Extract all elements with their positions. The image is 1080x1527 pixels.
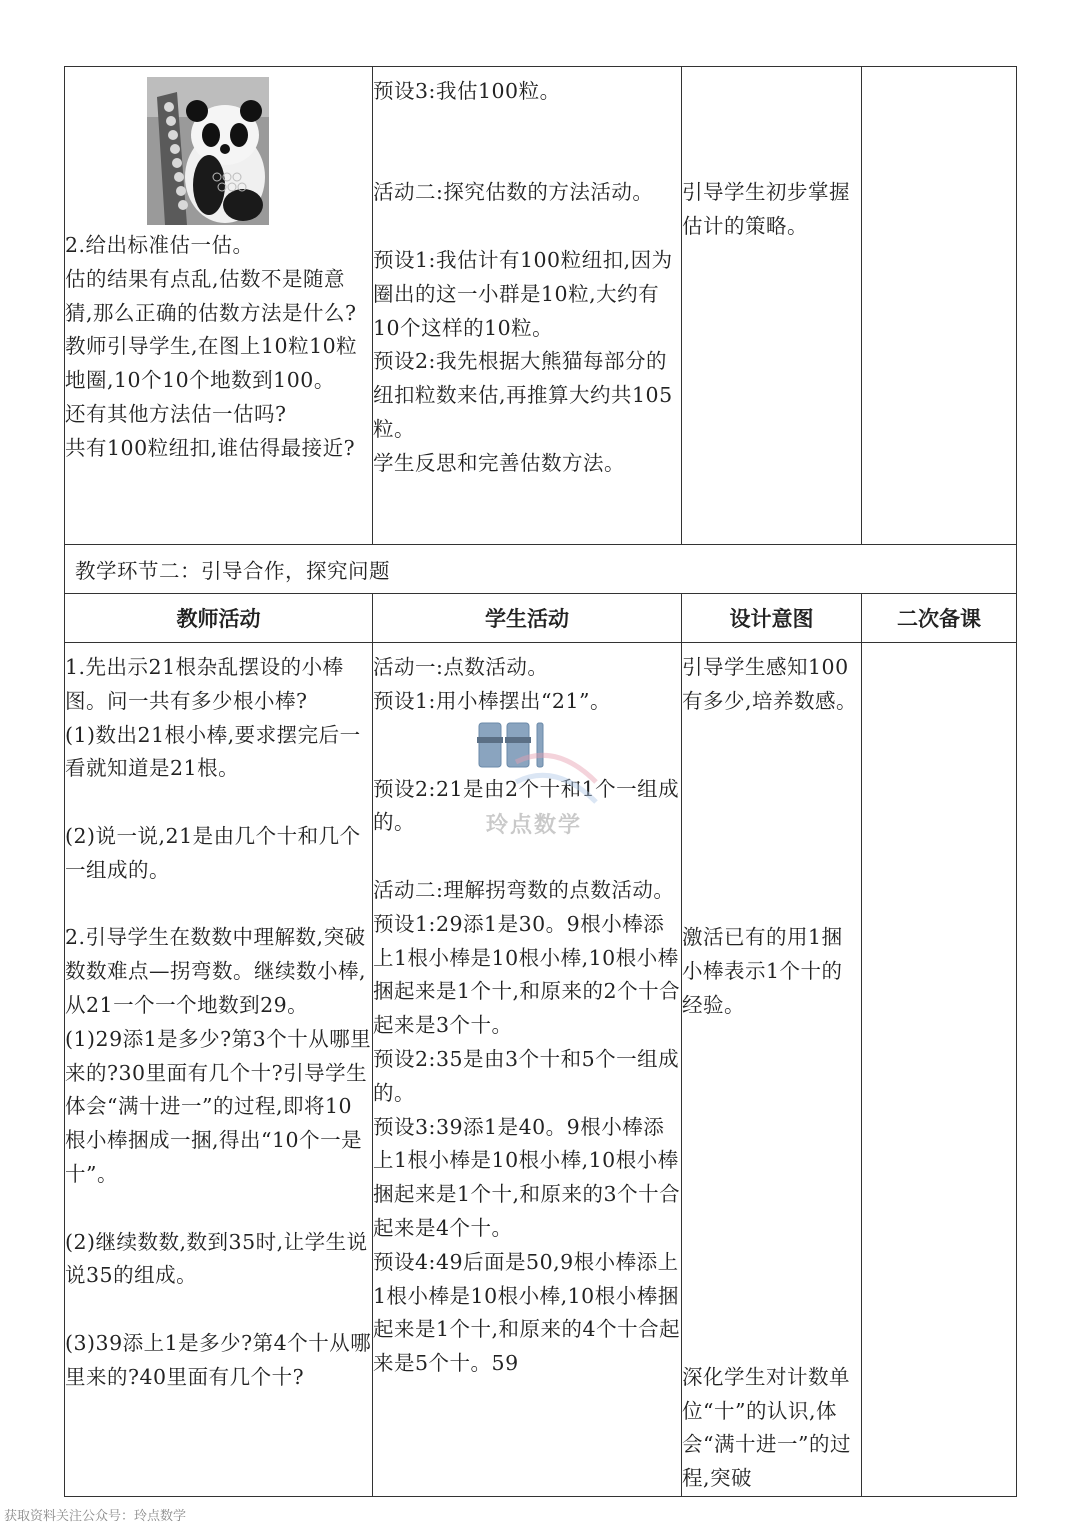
main-intent-cell xyxy=(682,643,862,1497)
top-intent-cell xyxy=(682,67,862,545)
top-backup-cell xyxy=(862,67,1017,545)
main-intent-text: 引导学生感知100有多少,培养数感。 激活已有的用1捆小棒表示1个十的经验。 深化学生对计数单位“十”的认识,体会“满十进一”的过程,突破 xyxy=(682,655,858,1491)
section-title: 教学环节二：引导合作，探究问题 xyxy=(65,545,1017,594)
main-teacher-text: 1.先出示21根杂乱摆设的小棒图。问一共有多少根小棒? (1)数出21根小棒,要求摆完后一看就知道是21根。 (2)说一说,21是由几个十和几个一组成的。 2.引导学生在数数中理解数,突破数数难点—拐弯数。继续数小棒,从21一个一个地数到29。 (1)29添1是多少?第3个十从哪里来的?30里面有几个十?引导学生体会“满十进一”的过程,即将10根小棒捆成一捆,得出“10个一是十”。 (2)继续数数,数到35时,让学生说说35的组成。 (3)39添上1是多少?第4个十从哪里来的?40里面有几个十? xyxy=(65,655,372,1389)
top-student-text: 预设3:我估100粒。 活动二:探究估数的方法活动。 预设1:我估计有100粒纽扣,因为圈出的这一小群是10粒,大约有10个这样的10粒。 预设2:我先根据大熊猫每部分的纽扣粒数来估,再推算大约共105粒。 学生反思和完善估数方法。 xyxy=(373,79,673,475)
main-student-text-a: 活动一:点数活动。 预设1:用小棒摆出“21”。 xyxy=(373,655,611,713)
section-title-row xyxy=(65,545,1017,594)
top-student-cell xyxy=(373,67,682,545)
top-teacher-text: 2.给出标准估一估。 估的结果有点乱,估数不是随意猜,那么正确的估数方法是什么? 教师引导学生,在图上10粒10粒地圈,10个10个地数到100。 还有其他方法估一估吗? 共有100粒纽扣,谁估得最接近? xyxy=(65,233,358,460)
panda-buttons-image xyxy=(147,77,269,225)
footer-note: 获取资料关注公众号：玲点数学 xyxy=(4,1509,187,1524)
header-row xyxy=(65,594,1017,643)
watermark-text: 玲点数学 xyxy=(486,813,583,838)
header-intent: 设计意图 xyxy=(682,594,862,643)
top-teacher-cell xyxy=(65,67,373,545)
main-backup-cell xyxy=(862,643,1017,1497)
header-backup: 二次备课 xyxy=(862,594,1017,643)
main-teacher-cell xyxy=(65,643,373,1497)
top-intent-text: 引导学生初步掌握估计的策略。 xyxy=(682,180,850,239)
top-row xyxy=(65,67,1017,545)
main-student-text-b: 预设2:21是由2个十和1个一组成的。 活动二:理解拐弯数的点数活动。 预设1:29添1是30。9根小棒添上1根小棒是10根小棒,10根小棒捆起来是1个十,和原来的2个十合起来是3个十。 预设2:35是由3个十和5个一组成的。 预设3:39添1是40。9根小棒添上1根小棒是10根小棒,10根小棒捆起来是1个十,和原来的3个十合起来是4个十。 预设4:49后面是50,9根小棒添上1根小棒是10根小棒,10根小棒捆起来是1个十,和原来的4个十合起来是5个十。59 xyxy=(373,776,681,1376)
header-teacher: 教师活动 xyxy=(65,594,373,643)
header-student: 学生活动 xyxy=(373,594,682,643)
